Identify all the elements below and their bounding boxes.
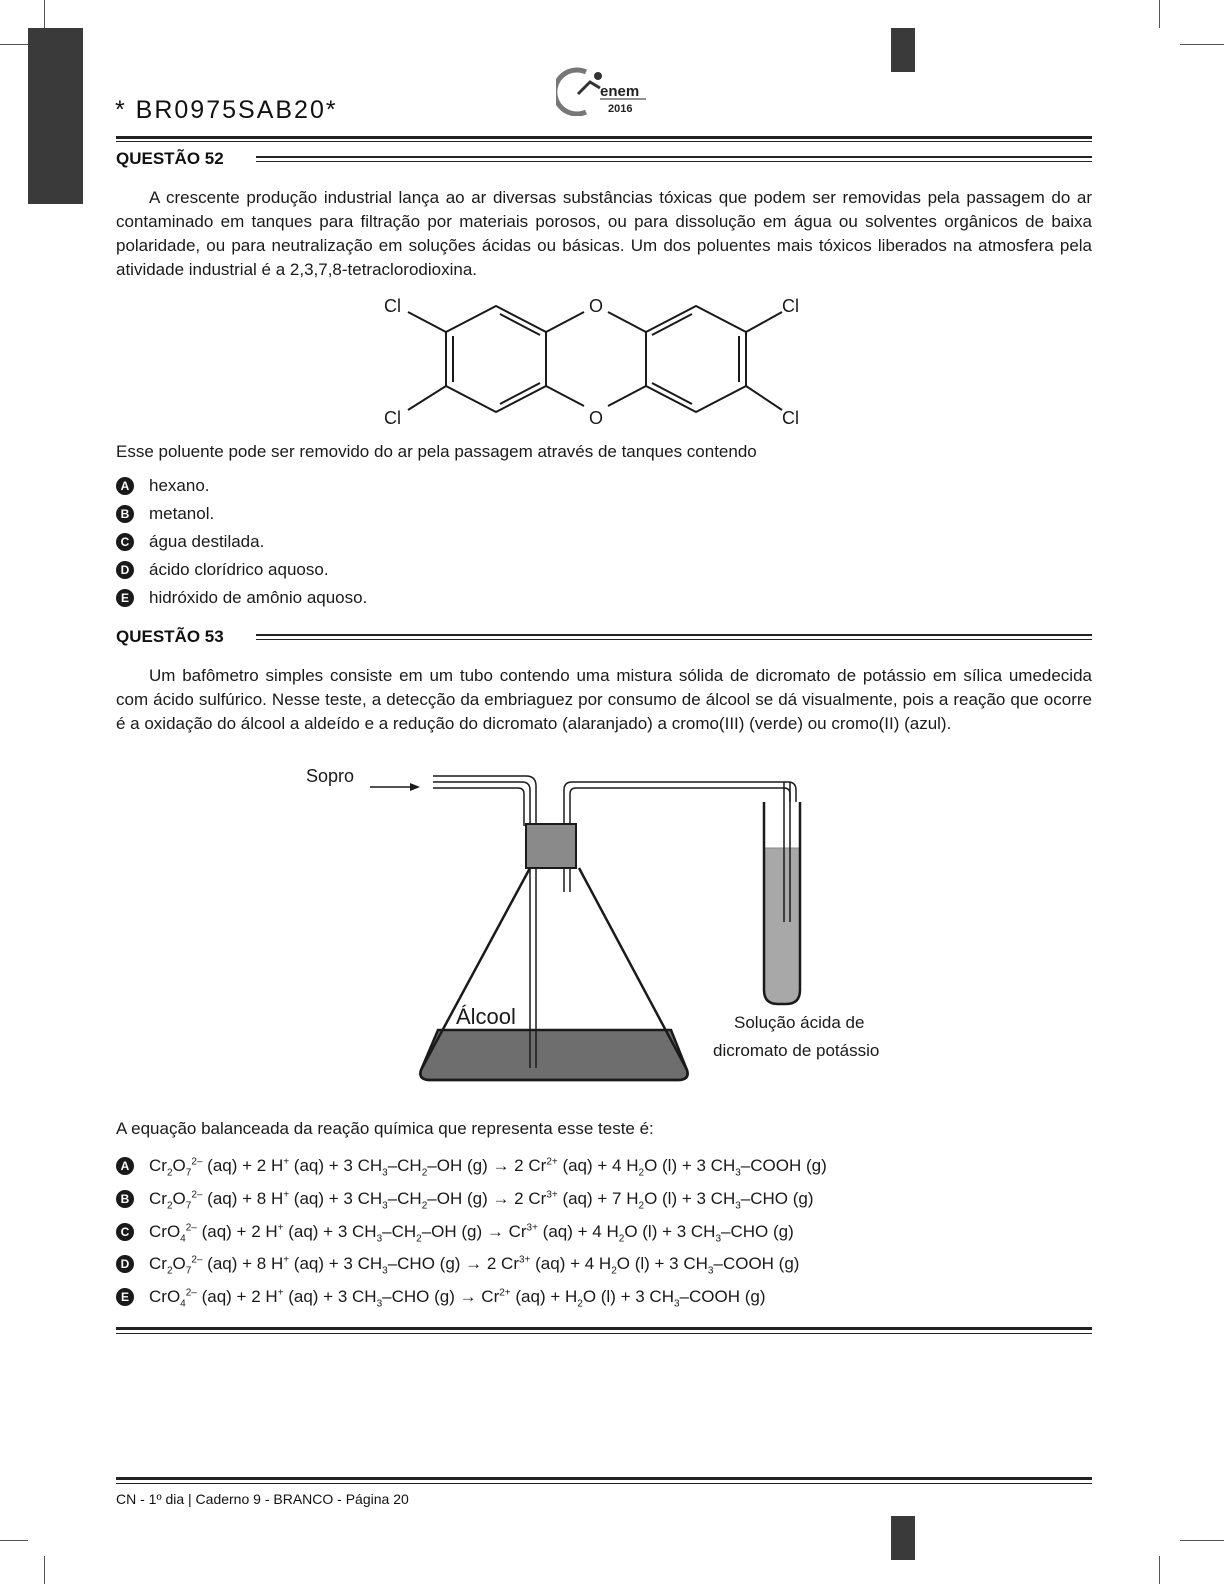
header-line [256,634,1092,636]
question-52-text: A crescente produção industrial lança ao ar diversas substâncias tóxicas que podem ser removidas pela passagem do ar contaminado em tanques para filtração por materiais porosos, ou para dissolução em água ou solventes orgânicos de baixa polaridade, ou para neutralização em soluções ácidas ou básicas. Um dos poluentes mais tóxicos liberados na atmosfera pela atividade industrial é a 2,3,7,8-tetraclorodioxina. [116,188,1092,279]
equation-text: CrO$_4^{2-}$ (aq) + 2 H+ (aq) + 3 $CH_3$–CHO $(g) \to Cr^{2+}$ $(aq) + H_2O$ (l) + 3 $CH_3$–COOH (g) [149,1287,766,1310]
tetrachlorodioxin-structure [376,288,816,436]
crop-mark [44,0,45,28]
option-letter-badge: D [116,561,134,579]
question-label: QUESTÃO 52 [116,149,224,168]
chlorine-label: Cl [384,296,401,316]
question-53-text: Um bafômetro simples consiste em um tubo contendo uma mistura sólida de dicromato de potássio em sílica umedecida com ácido sulfúrico. Nesse teste, a detecção da embriaguez por consumo de álcool se dá visualmente, pois a reação que ocorre é a oxidação do álcool a aldeído e a redução do dicromato (alaranjado) a cromo(III) (verde) ou cromo(II) (azul). [116,666,1092,733]
breathalyzer-apparatus [300,762,920,1092]
option-letter-badge: C [116,533,134,551]
sopro-label: Sopro [306,766,355,786]
crop-mark [1180,1540,1224,1541]
header-line [256,161,1092,162]
option-text: hidróxido de amônio aquoso. [149,588,368,607]
chlorine-label: Cl [782,296,799,316]
test-tube-liquid [764,848,800,1004]
enem-logo-icon [556,64,656,116]
margin-marker-bar [28,28,83,204]
equation-text: $Cr_2O_7^{2-}$ (aq) + 8 H+ (aq) + 3 $CH_3$–CHO (g) → 2 $Cr^{3+}$ (aq) + 4 $H_2O$ (l) + 3 $CH_3$–COOH (g) [149,1254,800,1277]
crop-mark [1159,0,1160,28]
oxygen-label: O [589,408,604,428]
option-letter-badge: A [116,1157,134,1175]
solution-label-line1: Solução ácida de [734,1013,865,1032]
option-letter-badge: E [116,589,134,607]
footer-rule [116,1483,1092,1484]
logo-year: 2016 [608,103,633,115]
header-rule [116,141,1092,142]
chlorine-label: Cl [782,408,799,428]
logo-word: enem [600,83,640,100]
alcool-label: Álcool [456,1004,516,1029]
section-end-rule [116,1333,1092,1334]
solution-label-line2: dicromato de potássio [713,1041,880,1060]
enem-logo [556,64,656,116]
corner-marker-bar [891,1516,915,1560]
crop-mark [1180,44,1224,45]
flask-liquid [420,1030,687,1080]
apparatus-diagram [300,762,920,1092]
page-footer: CN - 1º dia | Caderno 9 - BRANCO - Página 20 [116,1491,409,1507]
header-rule [116,136,1092,139]
option-text: ácido clorídrico aquoso. [149,560,329,579]
option-text: metanol. [149,504,215,523]
question-header-52 [116,149,1092,169]
question-header-53 [116,627,1092,647]
equation-text: $Cr_2O_7^{2-}$ (aq) + 8 H+ (aq) + 3 $CH_3-CH_2-OH$ (g) → 2 $Cr^{3+}$ (aq) + 7 $H_2O$ (l) + 3 $CH_3$–CHO (g) [149,1189,814,1212]
corner-marker-bar [891,28,915,72]
option-text: água destilada. [149,532,265,551]
crop-mark [0,1540,28,1541]
equation-text: $Cr_2O_7^{2-}$ (aq) + 2 H+ (aq) + 3 $CH_3-CH_2-OH$ (g) → 2 $Cr^{2+}$ (aq) + 4 $H_2O$ (l) + 3 $CH_3$–COOH (g) [149,1156,827,1179]
option-letter-badge: B [116,505,134,523]
crop-mark [0,44,28,45]
crop-mark [1159,1556,1160,1584]
oxygen-label: O [589,296,604,316]
option-letter-badge: C [116,1223,134,1241]
header-line [256,639,1092,640]
flask-stopper [526,824,576,868]
booklet-code: * BR0975SAB20* [115,96,338,124]
question-53-prompt: A equação balanceada da reação química que representa esse teste é: [116,1119,654,1138]
option-letter-badge: A [116,477,134,495]
option-letter-badge: D [116,1255,134,1273]
crop-mark [44,1556,45,1584]
question-52-prompt: Esse poluente pode ser removido do ar pela passagem através de tanques contendo [116,442,757,461]
molecule-diagram [376,288,816,436]
chlorine-label: Cl [384,408,401,428]
option-letter-badge: B [116,1190,134,1208]
equation-text: CrO$_4^{2-}$ (aq) + 2 H+ (aq) + 3 $CH_3-CH_2-OH$ $(g) \to Cr^{3+}$ (aq) + 4 $H_2O$ (l) + 3 $CH_3$–CHO (g) [149,1222,794,1245]
option-letter-badge: E [116,1288,134,1306]
footer-rule [116,1477,1092,1480]
arrow-head-icon [410,783,420,791]
section-end-rule [116,1327,1092,1330]
option-text: hexano. [149,476,210,495]
header-line [256,156,1092,158]
question-label: QUESTÃO 53 [116,627,224,646]
